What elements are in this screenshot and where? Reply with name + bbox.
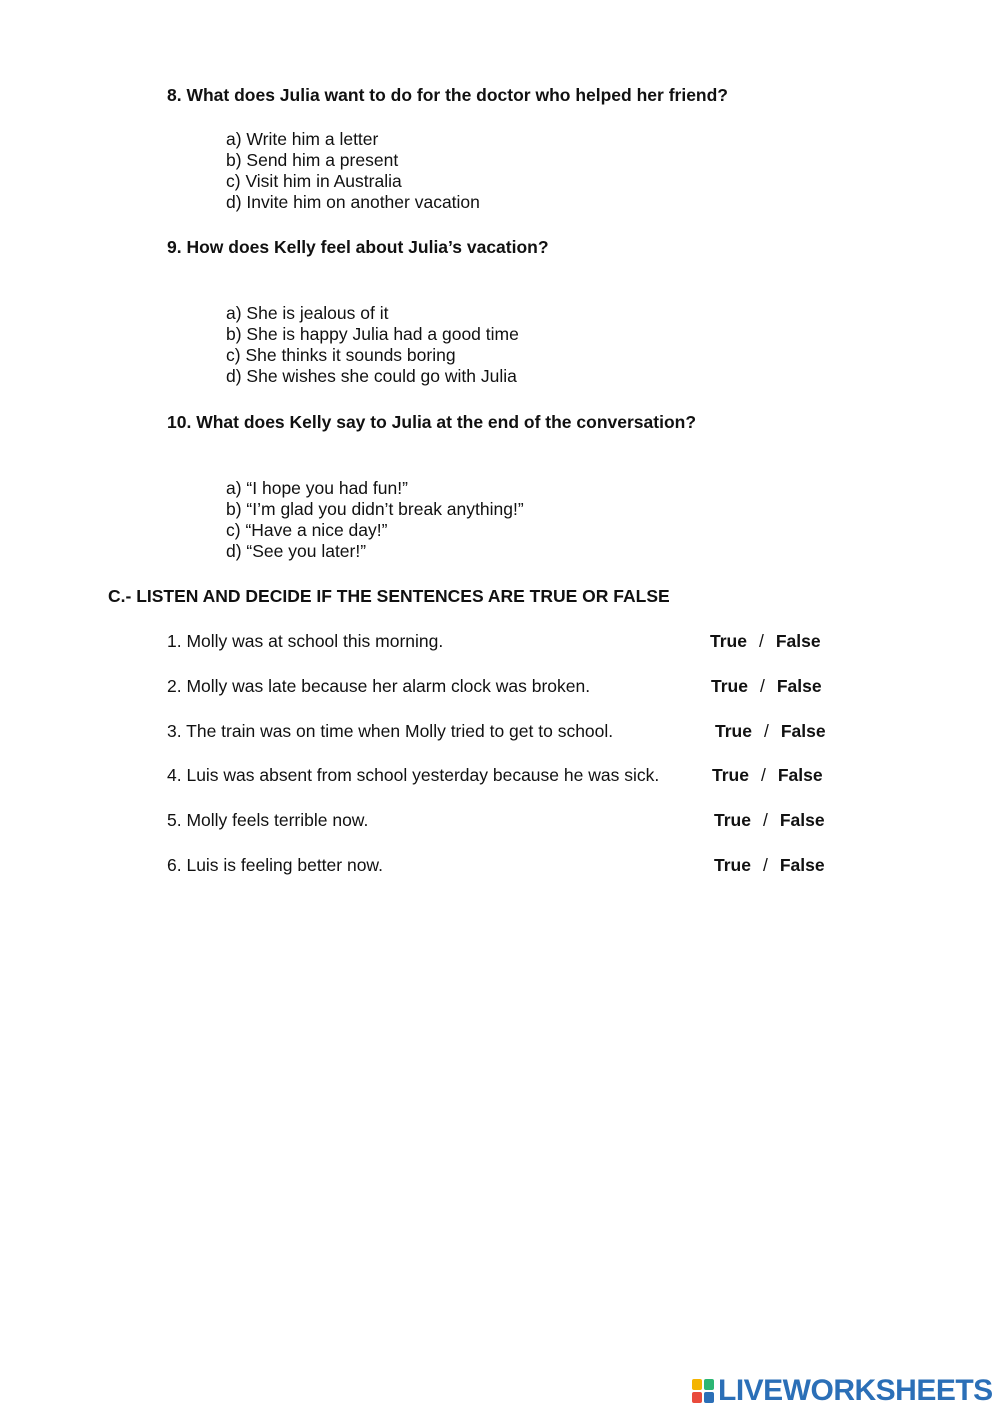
logo-block-4 <box>704 1392 714 1403</box>
true-option-1[interactable]: True <box>710 631 747 651</box>
separator: / <box>762 855 768 875</box>
question-10-option-c[interactable]: c) “Have a nice day!” <box>226 520 388 540</box>
question-8-option-b[interactable]: b) Send him a present <box>226 150 399 170</box>
question-8-title: 8. What does Julia want to do for the doctor who helped her friend? <box>167 85 728 105</box>
statement-6: 6. Luis is feeling better now. <box>167 855 383 875</box>
separator: / <box>759 676 765 696</box>
statement-4: 4. Luis was absent from school yesterday because he was sick. <box>167 765 660 785</box>
question-8-option-c[interactable]: c) Visit him in Australia <box>226 171 402 191</box>
question-9-option-d[interactable]: d) She wishes she could go with Julia <box>226 366 517 386</box>
statement-3: 3. The train was on time when Molly tried to get to school. <box>167 721 614 741</box>
question-9-option-a[interactable]: a) She is jealous of it <box>226 303 389 323</box>
question-8-option-d[interactable]: d) Invite him on another vacation <box>226 192 480 212</box>
question-8-option-a[interactable]: a) Write him a letter <box>226 129 379 149</box>
true-false-choice-2 <box>711 675 822 697</box>
question-9-option-b[interactable]: b) She is happy Julia had a good time <box>226 324 519 344</box>
question-10-option-b[interactable]: b) “I’m glad you didn’t break anything!” <box>226 499 524 519</box>
true-false-choice-3 <box>715 720 826 742</box>
false-option-1[interactable]: False <box>775 631 821 651</box>
question-9-option-c[interactable]: c) She thinks it sounds boring <box>226 345 456 365</box>
logo-block-3 <box>692 1392 702 1403</box>
question-10-option-a[interactable]: a) “I hope you had fun!” <box>226 478 408 498</box>
true-option-3[interactable]: True <box>715 721 752 741</box>
true-option-4[interactable]: True <box>712 765 749 785</box>
logo-block-2 <box>704 1379 714 1390</box>
liveworksheets-logo[interactable] <box>692 1374 993 1408</box>
true-false-choice-1 <box>710 630 821 652</box>
false-option-6[interactable]: False <box>779 855 825 875</box>
true-false-choice-4 <box>712 764 823 786</box>
statement-1: 1. Molly was at school this morning. <box>167 631 444 651</box>
separator: / <box>762 810 768 830</box>
question-10-title: 10. What does Kelly say to Julia at the end of the conversation? <box>167 412 697 432</box>
true-false-choice-6 <box>714 854 825 876</box>
logo-block-1 <box>692 1379 702 1390</box>
statement-5: 5. Molly feels terrible now. <box>167 810 369 830</box>
question-10-option-d[interactable]: d) “See you later!” <box>226 541 367 561</box>
true-false-choice-5 <box>714 809 825 831</box>
true-option-5[interactable]: True <box>714 810 751 830</box>
logo-text: LIVEWORKSHEETS <box>718 1374 993 1407</box>
section-c-title: C.- LISTEN AND DECIDE IF THE SENTENCES ARE TRUE OR FALSE <box>108 586 670 606</box>
false-option-2[interactable]: False <box>776 676 822 696</box>
separator: / <box>760 765 766 785</box>
separator: / <box>763 721 769 741</box>
separator: / <box>758 631 764 651</box>
statement-2: 2. Molly was late because her alarm clock was broken. <box>167 676 591 696</box>
false-option-4[interactable]: False <box>777 765 823 785</box>
logo-blocks-icon <box>692 1379 714 1403</box>
question-9-title: 9. How does Kelly feel about Julia’s vacation? <box>167 237 549 257</box>
true-option-6[interactable]: True <box>714 855 751 875</box>
false-option-5[interactable]: False <box>779 810 825 830</box>
false-option-3[interactable]: False <box>780 721 826 741</box>
true-option-2[interactable]: True <box>711 676 748 696</box>
